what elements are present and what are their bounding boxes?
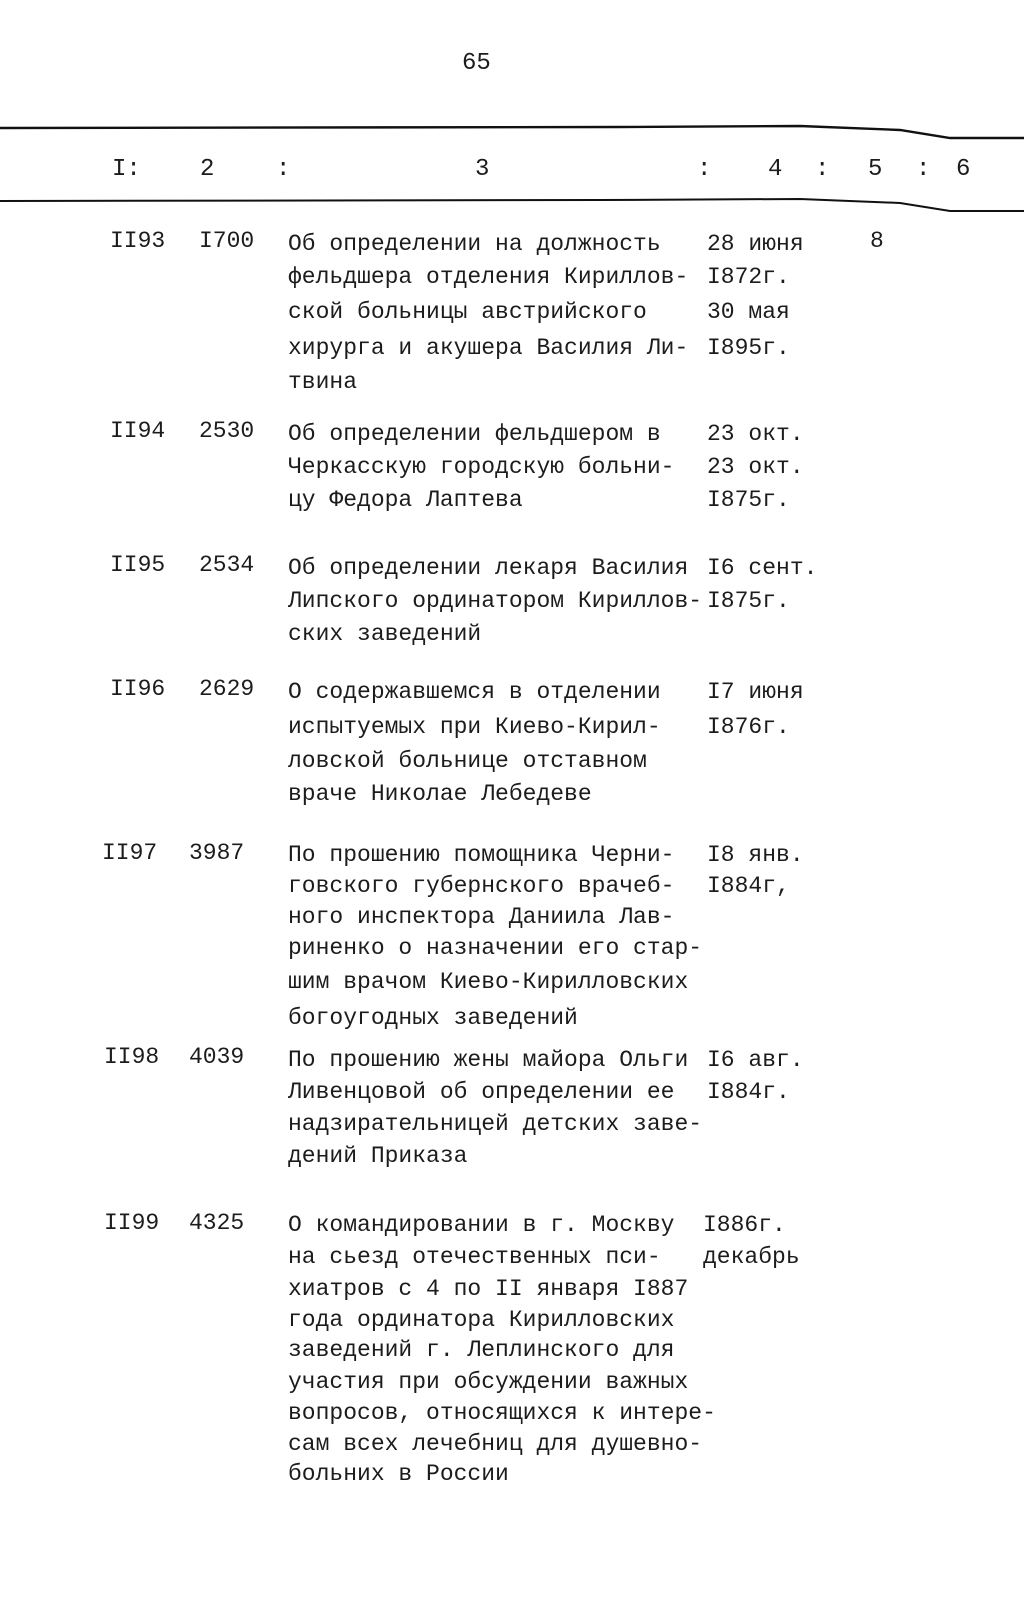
description-line: на сьезд отечественных пси-	[288, 1244, 661, 1270]
column-header-3: 3	[475, 156, 490, 183]
description-line: заведений г. Леплинского для	[288, 1337, 675, 1363]
description-line: По прошению жены майора Ольги	[288, 1047, 689, 1073]
date-line: I6 авг.	[707, 1047, 804, 1073]
description-line: фельдшера отделения Кириллов-	[288, 264, 689, 290]
description-line: О содержавшемся в отделении	[288, 679, 661, 705]
date-line: I886г.	[703, 1212, 786, 1238]
date-line: I872г.	[707, 264, 790, 290]
description-line: испытуемых при Киево-Кирил-	[288, 714, 661, 740]
description-line: вопросов, относящихся к интере-	[288, 1400, 716, 1426]
description-line: участия при обсуждении важных	[288, 1369, 689, 1395]
column-header-2: 2	[200, 156, 215, 183]
description-line: ного инспектора Даниила Лав-	[288, 904, 675, 930]
column-separator: :	[815, 156, 830, 183]
entry-reference: 4039	[189, 1044, 245, 1070]
entry-dates	[707, 418, 804, 517]
page-number: 65	[462, 50, 491, 77]
entry-number: II96	[110, 676, 166, 702]
description-line: Об определении фельдшером в	[288, 421, 661, 447]
description-line: твина	[288, 369, 358, 395]
entry-number: II97	[102, 840, 158, 866]
description-line: риненко о назначении его стар-	[288, 935, 703, 961]
description-line: Ливенцовой об определении ее	[288, 1079, 675, 1105]
column-separator: :	[276, 156, 291, 183]
column-separator: :	[916, 156, 931, 183]
entry-description	[288, 1210, 716, 1490]
entry-description	[288, 1044, 702, 1172]
date-line: 23 окт.	[707, 454, 804, 480]
date-line: I875г.	[707, 487, 790, 513]
description-line: Черкасскую городскую больни-	[288, 454, 675, 480]
column-separator: :	[697, 156, 712, 183]
description-line: Липского ординатором Кириллов-	[288, 588, 703, 614]
entry-reference: 3987	[189, 840, 245, 866]
description-line: ских заведений	[288, 621, 482, 647]
description-line: шим врачом Киево-Кирилловских	[288, 969, 689, 995]
date-line: I875г.	[707, 588, 790, 614]
entry-dates	[707, 840, 804, 902]
entry-description	[288, 552, 702, 651]
date-line: I876г.	[707, 714, 790, 740]
date-line: I8 янв.	[707, 842, 804, 868]
description-line: враче Николае Лебедеве	[288, 781, 592, 807]
column-header-4: 4	[768, 156, 783, 183]
description-line: О командировании в г. Москву	[288, 1212, 675, 1238]
entry-reference: 2629	[199, 676, 255, 702]
entry-dates	[707, 228, 804, 366]
header-top-rule	[0, 110, 1024, 150]
description-line: По прошению помощника Черни-	[288, 842, 675, 868]
date-line: I895г.	[707, 335, 790, 361]
date-line: 30 мая	[707, 299, 790, 325]
header-bottom-rule	[0, 185, 1024, 225]
entry-description	[288, 418, 674, 517]
date-line: I884г,	[707, 873, 790, 899]
entry-reference: 2530	[199, 418, 255, 444]
column-header-5: 5	[868, 156, 883, 183]
entry-dates	[703, 1210, 800, 1273]
description-line: ской больницы австрийского	[288, 299, 647, 325]
date-line: I6 сент.	[707, 555, 818, 581]
entry-description	[288, 676, 661, 811]
date-line: I7 июня	[707, 679, 804, 705]
description-line: Об определении лекаря Василия	[288, 555, 689, 581]
description-line: богоугодных заведений	[288, 1005, 578, 1031]
entry-number: II95	[110, 552, 166, 578]
date-line: 28 июня	[707, 231, 804, 257]
description-line: хиатров с 4 по II января I887	[288, 1276, 689, 1302]
description-line: говского губернского врачеб-	[288, 873, 675, 899]
entry-number: II99	[104, 1210, 160, 1236]
description-line: сам всех лечебниц для душевно-	[288, 1431, 703, 1457]
entry-number: II94	[110, 418, 166, 444]
entry-dates	[707, 676, 804, 745]
date-line: декабрь	[703, 1244, 800, 1270]
entry-description	[288, 840, 702, 1036]
description-line: цу Федора Лаптева	[288, 487, 523, 513]
description-line: года ординатора Кирилловских	[288, 1307, 675, 1333]
column-header-1: I:	[112, 156, 141, 183]
column-header-row	[0, 156, 1024, 188]
date-line: 23 окт.	[707, 421, 804, 447]
entry-number: II93	[110, 228, 166, 254]
entry-reference: I700	[199, 228, 255, 254]
description-line: дений Приказа	[288, 1143, 468, 1169]
description-line: ловской больнице отставном	[288, 748, 647, 774]
description-line: надзирательницей детских заве-	[288, 1111, 703, 1137]
description-line: хирурга и акушера Василия Ли-	[288, 335, 689, 361]
entry-dates	[707, 1044, 804, 1108]
entry-reference: 2534	[199, 552, 255, 578]
entry-dates	[707, 552, 817, 618]
date-line: I884г.	[707, 1079, 790, 1105]
entry-reference: 4325	[189, 1210, 245, 1236]
description-line: Об определении на должность	[288, 231, 661, 257]
column-header-6: 6	[956, 156, 971, 183]
entry-number: II98	[104, 1044, 160, 1070]
description-line: больних в России	[288, 1461, 509, 1487]
entry-description	[288, 228, 688, 399]
entry-sheet-count: 8	[870, 228, 884, 254]
